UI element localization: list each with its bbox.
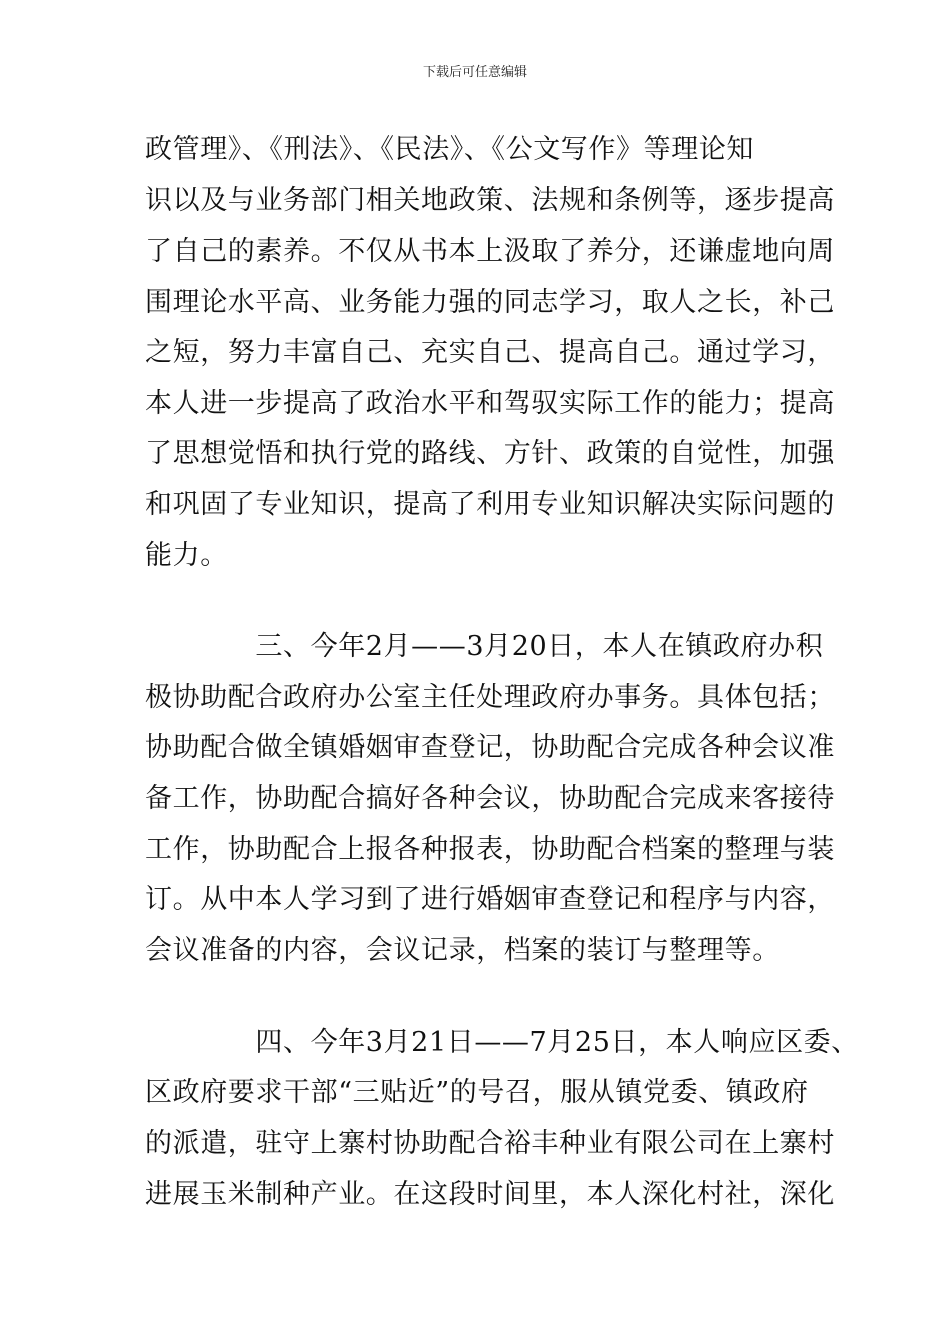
text-line: 能力。 — [145, 540, 228, 571]
page-header: 下载后可任意编辑 — [422, 65, 527, 80]
text-line: 之短，努力丰富自己、充实自己、提高自己。通过学习， — [145, 337, 835, 368]
text-line: 和巩固了专业知识，提高了利用专业知识解决实际问题的 — [145, 489, 835, 520]
text-line: 进展玉米制种产业。在这段时间里，本人深化村社，深化 — [145, 1179, 835, 1210]
text-line: 识以及与业务部门相关地政策、法规和条例等，逐步提高 — [145, 185, 835, 216]
text-line: 工作，协助配合上报各种报表，协助配合档案的整理与装 — [145, 834, 835, 865]
text-line: 了思想觉悟和执行党的路线、方针、政策的自觉性，加强 — [145, 438, 835, 469]
text-line: 政管理》、《刑法》、《民法》、《公文写作》等理论知 — [145, 134, 754, 165]
text-line: 了自己的素养。不仅从书本上汲取了养分，还谦虚地向周 — [145, 236, 835, 267]
text-line: 备工作，协助配合搞好各种会议，协助配合完成来客接待 — [145, 783, 835, 814]
text-line: 会议准备的内容，会议记录，档案的装订与整理等。 — [145, 935, 780, 966]
text-line: 四、今年3月21日——7月25日，本人响应区委、 — [145, 1027, 859, 1058]
text-line: 订。从中本人学习到了进行婚姻审查登记和程序与内容， — [145, 884, 835, 915]
text-line: 极协助配合政府办公室主任处理政府办事务。具体包括； — [145, 682, 835, 713]
text-line: 围理论水平高、业务能力强的同志学习，取人之长，补己 — [145, 287, 835, 318]
text-line: 协助配合做全镇婚姻审查登记，协助配合完成各种会议准 — [145, 732, 835, 763]
text-line: 的派遣，驻守上寨村协助配合裕丰种业有限公司在上寨村 — [145, 1128, 835, 1159]
text-line: 本人进一步提高了政治水平和驾驭实际工作的能力；提高 — [145, 388, 835, 419]
text-line: 三、今年2月——3月20日，本人在镇政府办积 — [145, 631, 824, 662]
text-line: 区政府要求干部“三贴近”的号召，服从镇党委、镇政府 — [145, 1077, 809, 1108]
